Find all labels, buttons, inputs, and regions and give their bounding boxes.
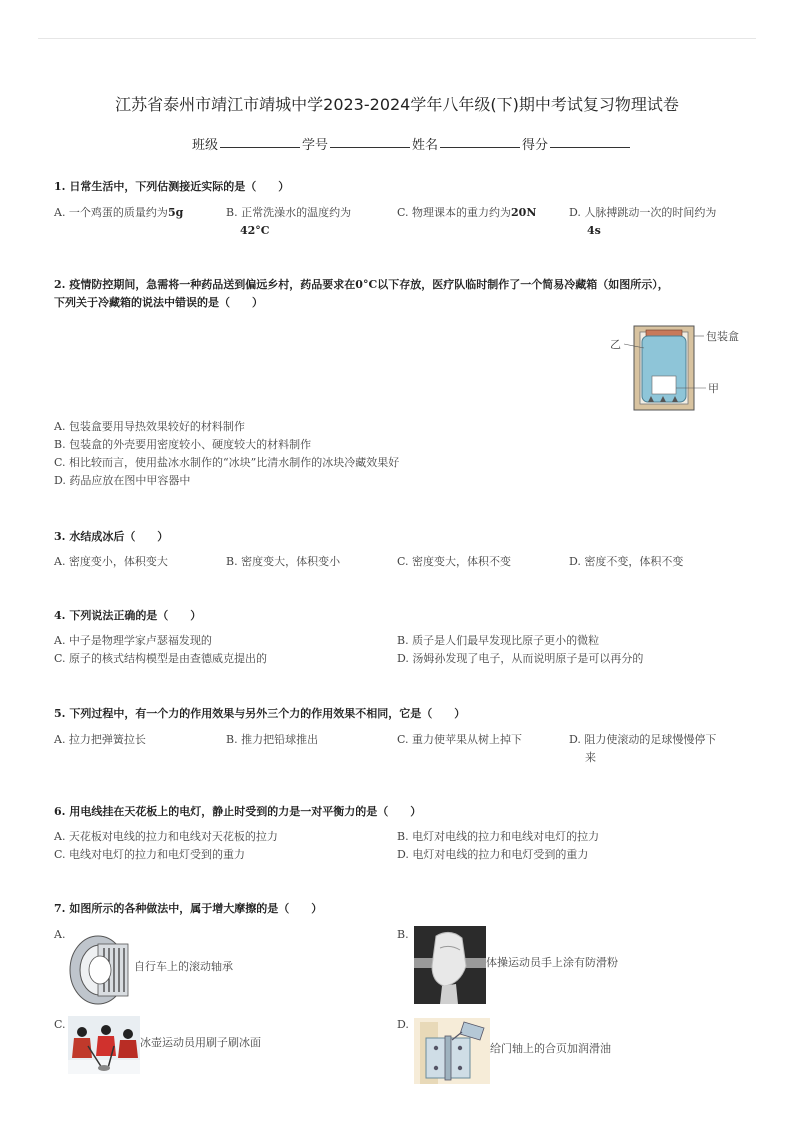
label-jia: 甲 [708, 382, 719, 395]
bearing-image[interactable] [68, 934, 134, 1006]
hinge-oil-icon [414, 1018, 490, 1084]
q2-option-b[interactable]: B. 包装盒的外壳要用密度较小、硬度较大的材料制作 [54, 438, 312, 451]
q5-option-b[interactable]: B. 推力把铅球推出 [226, 733, 319, 746]
q1-option-c[interactable] [397, 204, 536, 222]
question-2-stem-line2: 下列关于冷藏箱的说法中错误的是（ ） [54, 296, 263, 309]
q2-option-a[interactable]: A. 包装盒要用导热效果较好的材料制作 [54, 420, 245, 433]
q1-option-a[interactable] [54, 204, 183, 222]
name-label: 姓名 [412, 138, 439, 153]
gymnast-hand-image[interactable] [414, 926, 486, 1004]
q1-option-b[interactable] [226, 204, 376, 240]
q7-option-d-caption: 给门轴上的合页加润滑油 [490, 1042, 611, 1055]
q3-option-a[interactable]: A. 密度变小，体积变大 [54, 555, 168, 568]
name-blank[interactable] [440, 134, 520, 148]
q1-option-a-text: A. 一个鸡蛋的质量约为 [54, 206, 168, 219]
question-3-stem: 3. 水结成冰后（ ） [54, 530, 169, 543]
q2-option-d[interactable]: D. 药品应放在图中甲容器中 [54, 474, 191, 487]
q3-option-d[interactable]: D. 密度不变，体积不变 [569, 555, 684, 568]
q1-option-d-value: 4s [587, 224, 601, 237]
q1-option-d[interactable] [569, 204, 744, 240]
question-7-stem: 7. 如图所示的各种做法中，属于增大摩擦的是（ ） [54, 902, 323, 915]
q1-option-a-value: 5g [167, 206, 184, 219]
header-divider [38, 38, 756, 39]
number-blank[interactable] [330, 134, 410, 148]
q6-option-a[interactable]: A. 天花板对电线的拉力和电线对天花板的拉力 [54, 830, 278, 843]
q4-option-a[interactable]: A. 中子是物理学家卢瑟福发现的 [54, 634, 212, 647]
question-1-stem: 1. 日常生活中，下列估测接近实际的是（ ） [54, 180, 290, 193]
number-label: 学号 [302, 138, 329, 153]
label-box: 包装盒 [706, 330, 739, 343]
q5-option-d[interactable] [569, 731, 744, 767]
question-5-stem: 5. 下列过程中，有一个力的作用效果与另外三个力的作用效果不相同，它是（ ） [54, 707, 466, 720]
q1-option-b-value: 42°C [240, 224, 270, 237]
q2-option-c[interactable]: C. 相比较而言，使用盐冰水制作的“冰块”比清水制作的冰块冷藏效果好 [54, 456, 400, 469]
question-4-stem: 4. 下列说法正确的是（ ） [54, 609, 202, 622]
q3-option-b[interactable]: B. 密度变大，体积变小 [226, 555, 341, 568]
q6-option-c[interactable]: C. 电线对电灯的拉力和电灯受到的重力 [54, 848, 246, 861]
q5-option-d-text: D. 阻力使滚动的足球慢慢停下 [569, 733, 717, 746]
q4-option-c[interactable]: C. 原子的核式结构模型是由查德威克提出的 [54, 652, 268, 665]
q6-option-b[interactable]: B. 电灯对电线的拉力和电线对电灯的拉力 [397, 830, 600, 843]
cooler-box-figure [608, 322, 748, 414]
class-blank[interactable] [220, 134, 300, 148]
q7-option-a-letter[interactable]: A. [54, 928, 66, 941]
q1-option-d-text: D. 人脉搏跳动一次的时间约为 [569, 206, 717, 219]
student-info-line [192, 134, 632, 153]
q5-option-d-wrap: 来 [585, 751, 596, 764]
q4-option-d[interactable]: D. 汤姆孙发现了电子，从而说明原子是可以再分的 [397, 652, 644, 665]
q7-option-b-caption: 体操运动员手上涂有防滑粉 [486, 956, 618, 969]
q6-option-d[interactable]: D. 电灯对电线的拉力和电灯受到的重力 [397, 848, 589, 861]
chalked-hand-icon [414, 926, 486, 1004]
label-yi: 乙 [610, 338, 621, 351]
q1-option-b-text: B. 正常洗澡水的温度约为 [226, 206, 352, 219]
q7-option-d-letter[interactable]: D. [397, 1018, 409, 1031]
class-label: 班级 [192, 138, 219, 153]
door-hinge-image[interactable] [414, 1018, 490, 1084]
question-6-stem: 6. 用电线挂在天花板上的电灯，静止时受到的力是一对平衡力的是（ ） [54, 805, 422, 818]
q1-option-c-value: 20N [511, 206, 537, 219]
curling-sweepers-icon [68, 1016, 140, 1074]
question-2-stem [54, 276, 754, 312]
q7-option-c-caption: 冰壶运动员用刷子刷冰面 [140, 1036, 261, 1049]
q7-option-b-letter[interactable]: B. [397, 928, 409, 941]
question-2-stem-line1: 2. 疫情防控期间，急需将一种药品送到偏远乡村，药品要求在0°C以下存放，医疗队临时制作了一个简易冷藏箱（如图所示）， [54, 278, 669, 291]
page-title: 江苏省泰州市靖江市靖城中学2023-2024学年八年级(下)期中考试复习物理试卷 [115, 95, 679, 114]
q7-option-a-caption: 自行车上的滚动轴承 [134, 960, 233, 973]
bearing-icon [68, 934, 134, 1006]
q1-option-c-text: C. 物理课本的重力约为 [397, 206, 512, 219]
q5-option-a[interactable]: A. 拉力把弹簧拉长 [54, 733, 146, 746]
q4-option-b[interactable]: B. 质子是人们最早发现比原子更小的微粒 [397, 634, 600, 647]
q3-option-c[interactable]: C. 密度变大，体积不变 [397, 555, 512, 568]
score-label: 得分 [522, 138, 549, 153]
curling-image[interactable] [68, 1016, 140, 1074]
score-blank[interactable] [550, 134, 630, 148]
q5-option-c[interactable]: C. 重力使苹果从树上掉下 [397, 733, 523, 746]
q7-option-c-letter[interactable]: C. [54, 1018, 66, 1031]
